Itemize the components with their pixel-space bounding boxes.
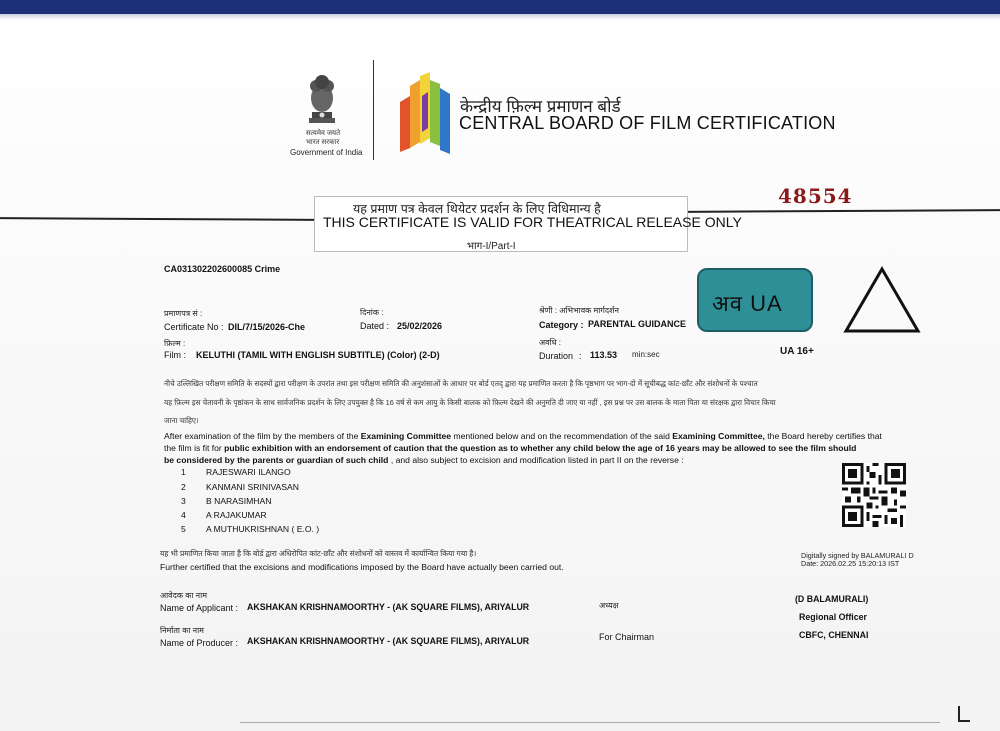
member-no: 5 xyxy=(181,524,186,534)
para-english-3b: , and also subject to excision and modification listed in part II on the reverse : xyxy=(388,455,684,465)
qr-code-icon xyxy=(842,463,906,527)
top-band-shadow xyxy=(0,14,1000,20)
validity-hindi: यह प्रमाण पत्र केवल थियेटर प्रदर्शन के लिए विधिमान्य है xyxy=(353,202,601,216)
board-name-english: CENTRAL BOARD OF FILM CERTIFICATION xyxy=(459,113,836,133)
top-band xyxy=(0,0,1000,14)
chairman-english: For Chairman xyxy=(599,632,655,642)
validity-english: THIS CERTIFICATE IS VALID FOR THEATRICAL RELEASE ONLY xyxy=(323,214,742,230)
para-english-1b: Examining Committee xyxy=(360,431,452,441)
para-english-3a: be considered by the parents or guardian of such child xyxy=(164,455,389,465)
producer-hindi: निर्माता का नाम xyxy=(160,626,204,635)
member-name: A MUTHUKRISHNAN ( E.O. ) xyxy=(206,524,320,534)
para-english-line-2 xyxy=(164,443,856,453)
rating-badge-text: अव UA xyxy=(712,291,783,316)
para-english-1d: Examining Committee, xyxy=(672,431,765,441)
duration-hindi: अवधि : xyxy=(539,338,561,347)
applicant-value: AKSHAKAN KRISHNAMOORTHY - (AK SQUARE FILMS), ARIYALUR xyxy=(247,602,530,612)
govt-motto: सत्यमेव जयते xyxy=(306,130,341,137)
member-name: B NARASIMHAN xyxy=(206,496,272,506)
board-name-hindi: केन्द्रीय फ़िल्म प्रमाणन बोर्ड xyxy=(460,97,621,116)
member-name: A RAJAKUMAR xyxy=(206,510,267,520)
member-name: RAJESWARI ILANGO xyxy=(206,467,291,477)
para-english-line-1 xyxy=(164,431,882,441)
applicant-label: Name of Applicant : xyxy=(160,603,239,613)
rating-triangle-icon xyxy=(843,265,921,335)
duration-value: 113.53 xyxy=(590,350,618,360)
para-english-2a: the film is fit for xyxy=(164,443,225,453)
para-hindi-line-1: नीचे उल्लिखित परीक्षण समिति के सदस्यों द्वारा परीक्षण के उपरांत तथा इस परीक्षण समिति की अनुशंसाओं के आधार पर बोर्ड एतद् द्वारा यह प्रमाणित करता है कि पृष्ठभाग पर भाग-दो में सूचीबद्ध कांट-छाँट और संशोधनों के पश्चात xyxy=(164,379,758,388)
member-no: 1 xyxy=(181,467,186,477)
corner-mark xyxy=(958,706,970,722)
date-hindi: दिनांक : xyxy=(360,308,384,317)
serial-number: 48554 xyxy=(778,184,853,208)
cert-no-label: Certificate No : xyxy=(164,322,224,332)
header-rule-left xyxy=(0,217,316,221)
para-english-line-3 xyxy=(164,455,684,465)
film-title: KELUTHI (TAMIL WITH ENGLISH SUBTITLE) (Color) (2-D) xyxy=(196,350,440,360)
cert-no-hindi: प्रमाणपत्र सं : xyxy=(164,309,203,318)
case-id: CA031302202600085 Crime xyxy=(164,264,281,274)
date-label: Dated : xyxy=(360,321,390,331)
further-hindi: यह भी प्रमाणित किया जाता है कि बोर्ड द्वारा अधिरोपित कांट-छाँट और संशोधनों को वास्तव में कार्यान्वित किया गया है। xyxy=(160,549,477,558)
para-hindi-line-2: यह फ़िल्म इस चेतावनी के पृष्ठांकन के साथ सार्वजनिक प्रदर्शन के लिए उपयुक्त है कि 16 वर्ष से कम आयु के किसी बालक को फ़िल्म देखने की अनुमति दी जाए या नहीं , इस प्रश्न पर उस बालक के माता पिता या संरक्षक द्वारा विचार किया xyxy=(164,398,776,407)
para-hindi-line-3: जाना चाहिए। xyxy=(164,416,199,425)
film-label: Film : xyxy=(164,350,186,360)
officer-office: CBFC, CHENNAI xyxy=(799,630,869,640)
member-name: KANMANI SRINIVASAN xyxy=(206,482,299,492)
govt-name-hindi: भारत सरकार xyxy=(306,139,340,146)
duration-colon: : xyxy=(579,351,582,361)
national-emblem-icon xyxy=(302,68,342,132)
cert-no-value: DIL/7/15/2026-Che xyxy=(228,322,306,332)
rating-label: UA 16+ xyxy=(780,346,814,357)
para-english-1a: After examination of the film by the members of the xyxy=(164,431,361,441)
govt-name-english: Government of India xyxy=(290,148,363,157)
bottom-rule xyxy=(240,722,940,723)
producer-value: AKSHAKAN KRISHNAMOORTHY - (AK SQUARE FILMS), ARIYALUR xyxy=(247,636,530,646)
cbfc-logo-icon xyxy=(398,72,454,158)
digital-signature-date: Date: 2026.02.25 15:20:13 IST xyxy=(801,559,900,568)
applicant-hindi: आवेदक का नाम xyxy=(160,591,207,600)
para-english-1c: mentioned below and on the recommendation of the said xyxy=(451,431,673,441)
header-divider xyxy=(373,60,374,160)
further-english: Further certified that the excisions and modifications imposed by the Board have actually been carried out. xyxy=(160,562,564,572)
duration-label: Duration xyxy=(539,351,574,361)
member-no: 2 xyxy=(181,482,186,492)
category-label: Category : xyxy=(539,320,584,330)
officer-name: (D BALAMURALI) xyxy=(795,594,869,604)
film-hindi: फ़िल्म : xyxy=(164,339,186,348)
category-value: PARENTAL GUIDANCE xyxy=(588,319,687,329)
date-value: 25/02/2026 xyxy=(397,321,443,331)
producer-label: Name of Producer : xyxy=(160,638,239,648)
duration-unit: min:sec xyxy=(632,350,660,359)
para-english-1e: the Board hereby certifies that xyxy=(764,431,882,441)
officer-title: Regional Officer xyxy=(799,612,867,622)
part-label: भाग-I/Part-I xyxy=(467,241,516,252)
header-rule-right xyxy=(686,209,1000,213)
category-hindi: श्रेणी : अभिभावक मार्गदर्शन xyxy=(539,306,619,315)
chairman-hindi: अध्यक्ष xyxy=(599,601,619,610)
digital-signature-name: Digitally signed by BALAMURALI D xyxy=(801,551,914,560)
member-no: 4 xyxy=(181,510,186,520)
member-no: 3 xyxy=(181,496,186,506)
para-english-2b: public exhibition with an endorsement of caution that the question as to whether any child below the age of 16 years may be allowed to see the film should xyxy=(224,443,857,453)
